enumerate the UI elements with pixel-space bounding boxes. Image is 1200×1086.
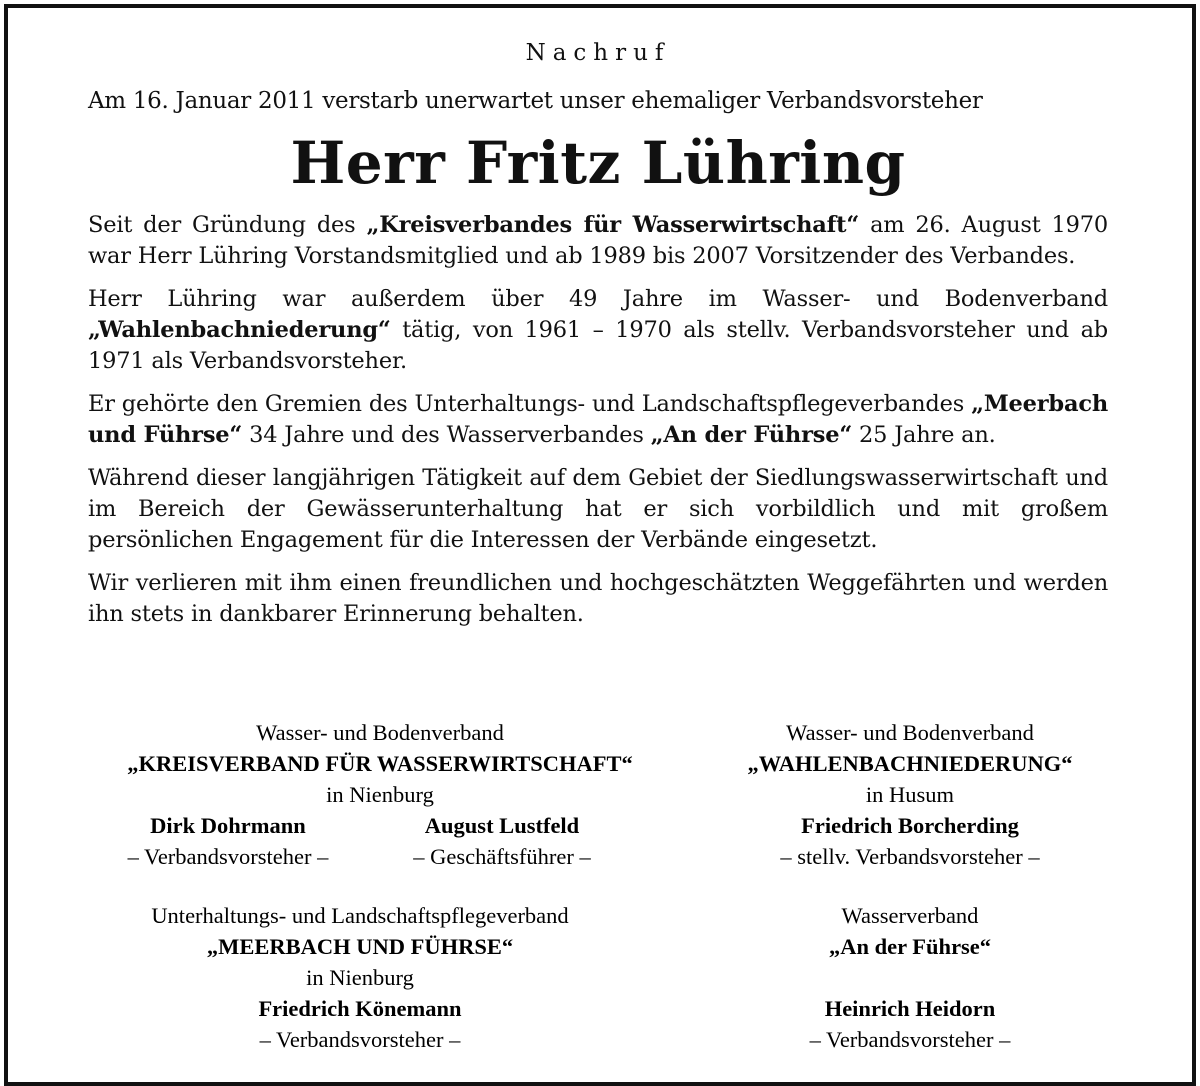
signatory-kreisverband xyxy=(60,717,700,810)
notice-intro: Am 16. Januar 2011 verstarb unerwartet unser ehemaliger Verbandsvorsteher xyxy=(88,88,983,114)
paragraph-engagement: Während dieser langjährigen Tätigkeit auf dem Gebiet der Siedlungswasserwirtschaft und im Bereich der Gewässerunterhaltung hat er sich vorbildlich und mit großem persönlichen Engagement für die Interessen der Verbände eingesetzt. xyxy=(88,465,1108,553)
person-role: – Verbandsvorsteher – xyxy=(259,1027,461,1052)
paragraph-text: 25 Jahre an. xyxy=(852,422,996,448)
association-name: „KREISVERBAND FÜR WASSERWIRTSCHAFT“ xyxy=(127,751,633,776)
association-place: in Husum xyxy=(865,782,955,807)
association-type: Wasserverband xyxy=(841,903,979,928)
person-role: – stellv. Verbandsvorsteher – xyxy=(780,844,1040,869)
signatory-fuehrse xyxy=(700,900,1120,962)
signatory-person xyxy=(88,810,368,872)
signatory-person xyxy=(700,993,1120,1055)
association-name: „Meerbach und Führse“ xyxy=(88,391,1108,448)
signatory-meerbach xyxy=(60,900,660,993)
signatory-wahlenbach xyxy=(700,717,1120,810)
person-name: Friedrich Borcherding xyxy=(801,813,1019,838)
paragraph-text: 34 Jahre und des Wasserverbandes xyxy=(242,422,651,448)
paragraph-committees xyxy=(88,389,1108,451)
association-name: „An der Führse“ xyxy=(828,934,992,959)
paragraph-text: tätig, von 1961 – 1970 als stellv. Verbandsvorsteher und ab 1971 als Verbandsvorsteher. xyxy=(88,317,1108,374)
paragraph-wahlenbach xyxy=(88,284,1108,377)
deceased-name: Herr Fritz Lühring xyxy=(290,129,906,197)
association-name: „Kreisverbandes für Wasserwirtschaft“ xyxy=(366,212,860,238)
association-type: Wasser- und Bodenverband xyxy=(256,720,504,745)
signatory-person xyxy=(700,810,1120,872)
person-name: Friedrich Könemann xyxy=(258,996,462,1021)
association-name: „Wahlenbachniederung“ xyxy=(88,317,391,343)
association-name: „An der Führse“ xyxy=(650,422,853,448)
paragraph-founding xyxy=(88,210,1108,272)
notice-kicker: Nachruf xyxy=(525,40,671,66)
person-name: Dirk Dohrmann xyxy=(150,813,306,838)
paragraph-text: am 26. August 1970 war Herr Lühring Vorstandsmitglied und ab 1989 bis 2007 Vorsitzender des Verbandes. xyxy=(88,212,1108,269)
association-type: Wasser- und Bodenverband xyxy=(786,720,1034,745)
association-place: in Nienburg xyxy=(326,782,434,807)
association-name: „MEERBACH UND FÜHRSE“ xyxy=(206,934,514,959)
association-name: „WAHLENBACHNIEDERUNG“ xyxy=(747,751,1073,776)
person-role: – Verbandsvorsteher – xyxy=(809,1027,1011,1052)
association-place: in Nienburg xyxy=(306,965,414,990)
signatory-person xyxy=(60,993,660,1055)
paragraph-text: Herr Lühring war außerdem über 49 Jahre im Wasser- und Bodenverband xyxy=(88,286,1108,312)
obituary-notice xyxy=(88,40,1108,630)
association-type: Unterhaltungs- und Landschaftspflegeverband xyxy=(151,903,569,928)
person-role: – Verbandsvorsteher – xyxy=(127,844,329,869)
person-name: August Lustfeld xyxy=(424,813,580,838)
paragraph-remembrance: Wir verlieren mit ihm einen freundlichen und hochgeschätzten Weggefährten und werden ihn stets in dankbarer Erinnerung behalten. xyxy=(88,570,1108,627)
person-name: Heinrich Heidorn xyxy=(824,996,996,1021)
paragraph-text: Er gehörte den Gremien des Unterhaltungs- und Landschaftspflegeverbandes xyxy=(88,391,972,417)
person-role: – Geschäftsführer – xyxy=(413,844,591,869)
signatory-person xyxy=(370,810,634,872)
paragraph-text: Seit der Gründung des xyxy=(88,212,367,238)
